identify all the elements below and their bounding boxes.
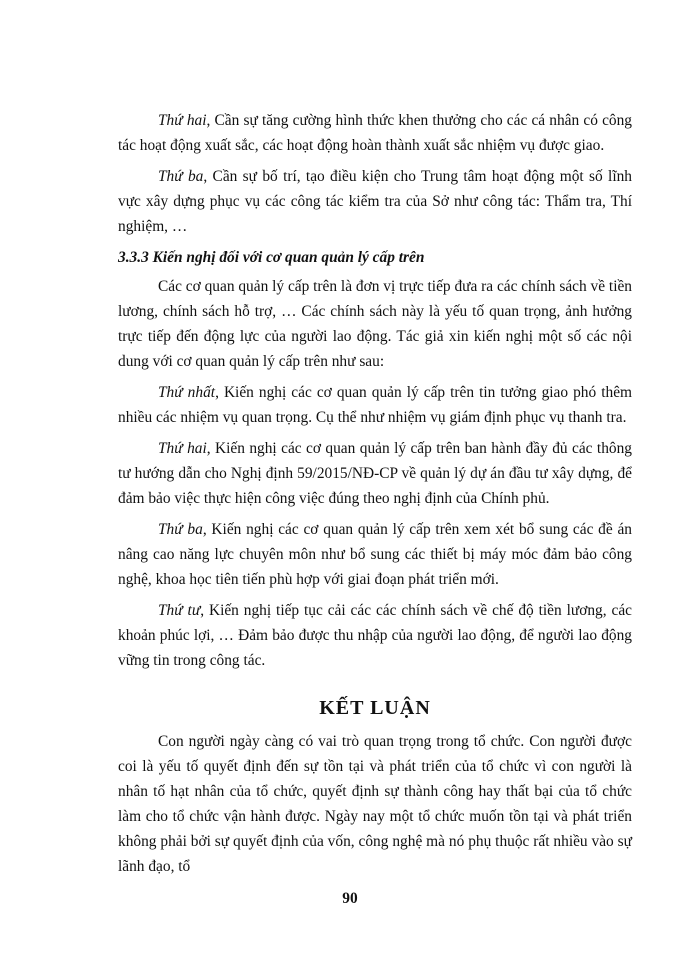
paragraph-lead: Thứ ba	[158, 168, 204, 185]
paragraph-lead: Thứ tư	[158, 602, 201, 619]
paragraph-text: , Kiến nghị các cơ quan quản lý cấp trên tin tưởng giao phó thêm nhiều các nhiệm vụ quan trọng. Cụ thể như nhiệm vụ giám định phục vụ thanh tra.	[118, 384, 633, 426]
section-heading: 3.3.3 Kiến nghị đối với cơ quan quản lý cấp trên	[118, 249, 425, 266]
paragraph-thu-tu	[118, 598, 632, 673]
paragraph-text: , Kiến nghị các cơ quan quản lý cấp trên ban hành đầy đủ các thông tư hướng dẫn cho Nghị định 59/2015/NĐ-CP về quản lý dự án đầu tư xây dựng, để đảm bảo việc thực hiện công việc đúng theo nghị định của Chính phủ.	[118, 440, 632, 507]
paragraph-text: , Kiến nghị các cơ quan quản lý cấp trên xem xét bổ sung các đề án nâng cao năng lực chuyên môn như bổ sung các thiết bị máy móc đảm bảo công nghệ, khoa học tiên tiến phù hợp với giai đoạn phát triển mới.	[118, 521, 632, 588]
conclusion-title: KẾT LUẬN	[319, 697, 431, 719]
section-intro-paragraph: Các cơ quan quản lý cấp trên là đơn vị trực tiếp đưa ra các chính sách về tiền lương, chính sách hỗ trợ, … Các chính sách này là yếu tố quan trọng, ảnh hưởng trực tiếp đến động lực của người lao động. Tác giả xin kiến nghị một số các nội dung với cơ quan quản lý cấp trên như sau:	[118, 278, 632, 370]
paragraph-thu-ba-de-an	[118, 517, 632, 592]
paragraph-lead: Thứ hai	[158, 112, 207, 129]
conclusion-paragraph: Con người ngày càng có vai trò quan trọng trong tổ chức. Con người được coi là yếu tố quyết định đến sự tồn tại và phát triển của tổ chức vì con người là nhân tố hạt nhân của tổ chức, quyết định sự thành công hay thất bại của tổ chức làm cho tổ chức vận hành được. Ngày nay một tổ chức muốn tồn tại và phát triển không phải bởi sự quyết định của vốn, công nghệ mà nó phụ thuộc rất nhiều vào sự lãnh đạo, tổ	[118, 733, 632, 875]
paragraph-thu-hai-thong-tu	[118, 436, 632, 511]
paragraph-lead: Thứ hai	[158, 440, 207, 457]
paragraph-lead: Thứ ba	[158, 521, 203, 538]
paragraph-thu-ba-bo-tri	[118, 164, 632, 239]
document-page	[118, 108, 632, 885]
paragraph-text: , Cần sự bố trí, tạo điều kiện cho Trung tâm hoạt động một số lĩnh vực xây dựng phục vụ các công tác kiểm tra của Sở như công tác: Thẩm tra, Thí nghiệm, …	[118, 168, 632, 235]
paragraph-thu-hai-khen-thuong	[118, 108, 632, 158]
paragraph-text: , Cần sự tăng cường hình thức khen thưởng cho các cá nhân có công tác hoạt động xuất sắc, các hoạt động hoàn thành xuất sắc nhiệm vụ được giao.	[118, 112, 632, 154]
page-number: 90	[342, 890, 358, 907]
paragraph-thu-nhat	[118, 380, 632, 430]
paragraph-text: , Kiến nghị tiếp tục cải các các chính sách về chế độ tiền lương, các khoản phúc lợi, … Đảm bảo được thu nhập của người lao động, để người lao động vững tin trong công tác.	[118, 602, 632, 669]
paragraph-lead: Thứ nhất	[158, 384, 216, 401]
